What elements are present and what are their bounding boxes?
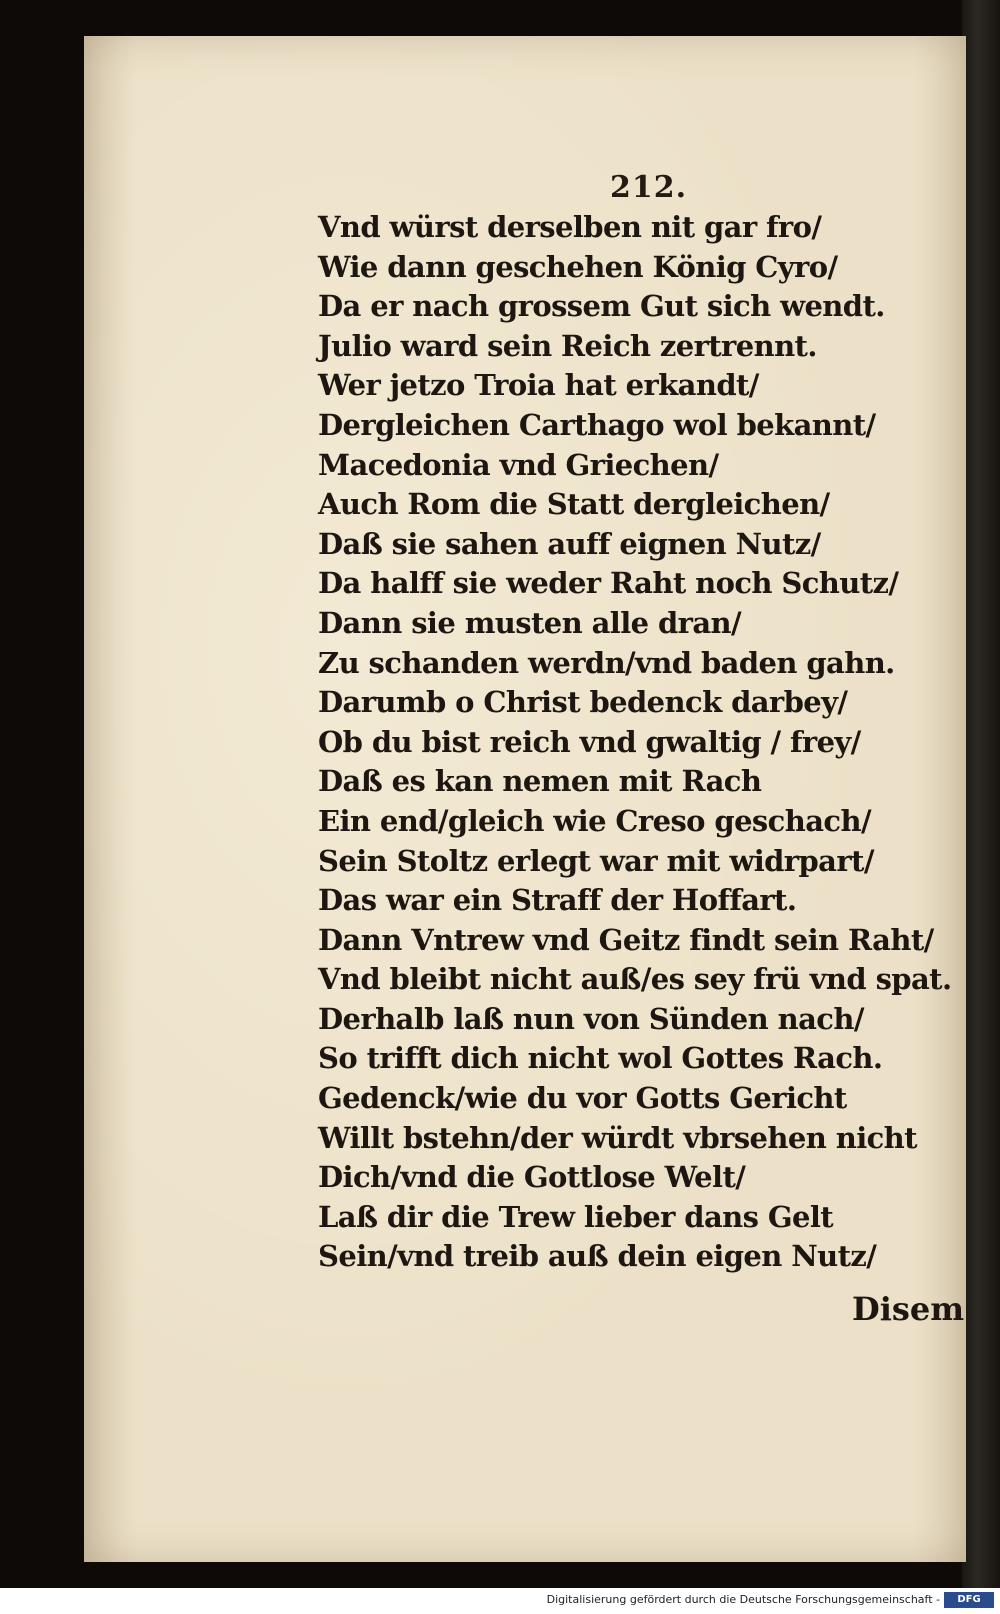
verse-line: Darumb o Christ bedenck darbey/ — [318, 685, 848, 720]
dfg-logo: DFG — [944, 1592, 994, 1608]
verse-line: Dich/vnd die Gottlose Welt/ — [318, 1160, 746, 1195]
verse-line: Daß es kan nemen mit Rach — [318, 764, 762, 799]
verse-line: Ob du bist reich vnd gwaltig / frey/ — [318, 724, 861, 759]
book-edge — [962, 0, 1000, 1588]
verse-line: Derhalb laß nun von Sünden nach/ — [318, 1001, 864, 1036]
verse-line: Willt bstehn/der würdt vbrsehen nicht — [318, 1120, 917, 1155]
page-number: 212. — [610, 170, 688, 205]
verse-line: So trifft dich nicht wol Gottes Rach. — [318, 1041, 883, 1076]
footer-bar — [0, 1588, 1000, 1614]
verse-line: Da halff sie weder Raht noch Schutz/ — [318, 566, 899, 601]
verse-line: Da er nach grossem Gut sich wendt. — [318, 289, 885, 324]
verse-line: Wie dann geschehen König Cyro/ — [318, 249, 838, 284]
verse-line: Daß sie sahen auff eignen Nutz/ — [318, 526, 821, 561]
verse-line: Dann sie musten alle dran/ — [318, 605, 742, 640]
verse-line: Laß dir die Trew lieber dans Gelt — [318, 1199, 834, 1234]
verse-line: Ein end/gleich wie Creso geschach/ — [318, 803, 871, 838]
verse-line: Gedenck/wie du vor Gotts Gericht — [318, 1081, 847, 1116]
verse-line: Auch Rom die Statt dergleichen/ — [318, 487, 830, 522]
verse-line: Vnd bleibt nicht auß/es sey frü vnd spat. — [318, 962, 952, 997]
verse-line: Wer jetzo Troia hat erkandt/ — [318, 368, 759, 403]
verse-line: Dergleichen Carthago wol bekannt/ — [318, 407, 876, 442]
verse-line: Vnd würst derselben nit gar fro/ — [318, 210, 822, 244]
verse-line: Das war ein Straff der Hoffart. — [318, 883, 797, 918]
verse-line: Zu schanden werdn/vnd baden gahn. — [318, 645, 895, 680]
verse-line: Dann Vntrew vnd Geitz findt sein Raht/ — [318, 922, 934, 957]
verse-line: Sein/vnd treib auß dein eigen Nutz/ — [318, 1239, 877, 1274]
verse-line: Sein Stoltz erlegt war mit widrpart/ — [318, 843, 874, 878]
verse-line: Julio ward sein Reich zertrennt. — [318, 328, 817, 363]
catchword: Disem — [852, 1290, 965, 1328]
funding-notice: Digitalisierung gefördert durch die Deutsche Forschungsgemeinschaft - — [546, 1593, 940, 1606]
verse-line: Macedonia vnd Griechen/ — [318, 447, 719, 482]
verse-text-block — [318, 208, 952, 1277]
